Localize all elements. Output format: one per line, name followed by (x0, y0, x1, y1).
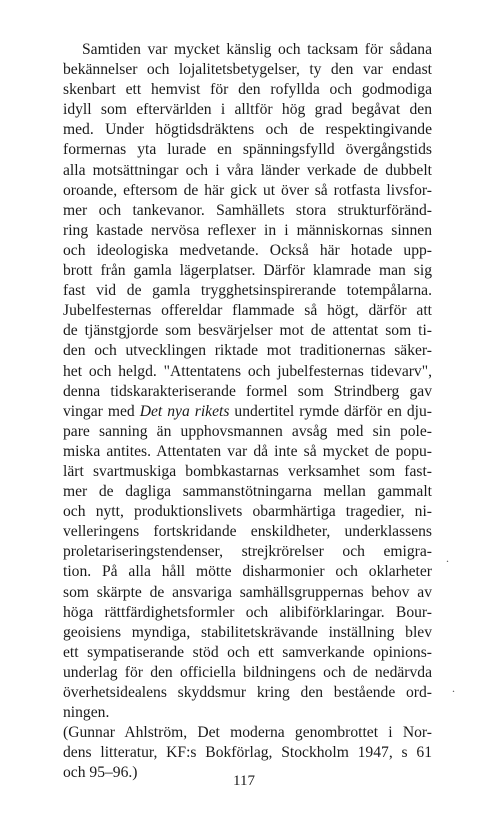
body-line: och ideologiska medvetande. Också här hotade upp- (63, 241, 432, 259)
body-line: den och utvecklingen riktade mot traditionernas säker- (63, 342, 432, 360)
body-line: het och helgd. "Attentatens och jubelfesternas tidevarv", (63, 362, 432, 380)
body-line: ningen. (63, 704, 110, 722)
body-line: fast vid de gamla trygghetsinspirerande totempålarna. (63, 282, 432, 300)
body-line: med. Under högtidsdräktens och de respektingivande (63, 121, 432, 139)
body-line: tion. På alla håll mötte disharmonier och oklarheter (63, 563, 432, 581)
body-line: och nytt, produktionslivets obarmhärtiga tragedier, ni- (63, 503, 432, 521)
body-line: de tjänstgjorde som besvärjelser mot de attentat som ti- (63, 322, 432, 340)
edge-speck: . (452, 681, 455, 695)
body-line: Jubelfesternas offereldar flammade så högt, därför att (63, 302, 432, 320)
body-line: skenbart ett hemvist för den rofyllda och godmodiga (63, 81, 432, 99)
body-line: lärt svartmuskiga bombkastarnas verksamhet som fast- (63, 462, 432, 480)
body-line: ett sympatiserande stöd och ett samverkande opinions- (63, 643, 432, 661)
body-line: proletariseringstendenser, strejkrörelser och emigra- (63, 543, 432, 561)
body-line (63, 402, 432, 422)
book-title-italic: Det nya rikets (139, 402, 230, 420)
body-line: mer och tankevanor. Samhällets stora strukturföränd- (63, 201, 432, 219)
body-line: Samtiden var mycket känslig och tacksam för sådana (82, 41, 432, 58)
citation-line: och 95–96.) (63, 764, 138, 782)
body-line: formernas yta lurade en spänningsfylld övergångstids (63, 141, 432, 159)
body-line: bekännelser och lojalitetsbetygelser, ty den var endast (63, 61, 432, 79)
citation-line: (Gunnar Ahlström, Det moderna genombrottet i Nor- (63, 724, 432, 742)
body-line: ring kastade nervösa reflexer in i människornas sinnen (63, 221, 432, 239)
body-text (63, 40, 432, 783)
body-line: denna tidskarakteriserande formel som Strindberg gav (63, 382, 432, 400)
page-number: 117 (233, 773, 255, 789)
text-run: vingar med (63, 402, 140, 420)
body-line: brott från gamla lägerplatser. Därför klamrade man sig (63, 262, 432, 280)
body-paragraph (63, 40, 432, 723)
body-line: höga rättfärdighetsformler och alibiförklaringar. Bour- (63, 603, 432, 621)
body-line: som skärpte de ansvariga samhällsgruppernas behov av (63, 583, 432, 601)
body-line: oroande, eftersom de här gick ut över så rotfasta livsfor- (63, 181, 432, 199)
body-line: underlag för den officiella bildningens och de nedärvda (63, 663, 432, 681)
citation-line: dens litteratur, KF:s Bokförlag, Stockholm 1947, s 61 (63, 744, 432, 762)
body-line: geoisiens myndiga, stabilitetskrävande inställning blev (63, 623, 432, 641)
body-line: överhetsidealens skyddsmur kring den bestående ord- (63, 684, 432, 701)
body-line: velleringens fortskridande enskildheter, underklassens (63, 523, 432, 541)
edge-speck: . (446, 551, 449, 565)
body-line: mer de dagliga sammanstötningarna mellan gammalt (63, 483, 432, 501)
text-run: undertitel rymde därför en dju- (229, 402, 432, 420)
body-line: miska antites. Attentaten var då inte så mycket de popu- (63, 442, 432, 460)
body-line: alla motsättningar och i våra länder verkade de dubbelt (63, 161, 432, 179)
body-line: pare sanning än upphovsmannen avsåg med sin pole- (63, 422, 432, 440)
body-line: idyll som eftervärlden i alltför hög grad begåvat den (63, 101, 432, 119)
